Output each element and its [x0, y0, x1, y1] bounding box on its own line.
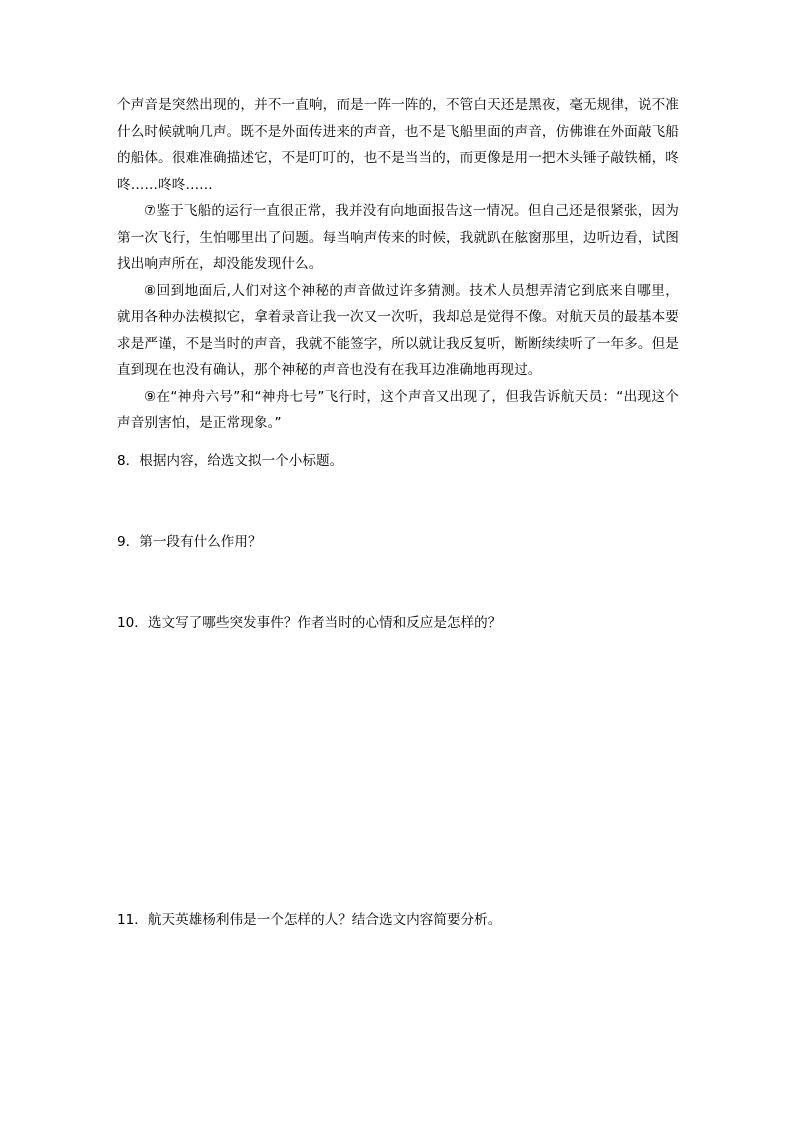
question-10: 10．选文写了哪些突发事件？作者当时的心情和反应是怎样的？ [117, 615, 502, 631]
question-11: 11．航天英雄杨利伟是一个怎样的人？结合选文内容简要分析。 [117, 912, 502, 928]
paragraph-7: ⑦鉴于飞船的运行一直很正常，我并没有向地面报告这一情况。但自己还是很紧张，因为第一次飞行，生怕哪里出了问题。每当响声传来的时候，我就趴在舷窗那里，边听边看，试图找出响声所在，却没能发现什么。 [117, 203, 679, 272]
question-8: 8．根据内容，给选文拟一个小标题。 [117, 453, 344, 469]
paragraph-9: ⑨在“神舟六号”和“神舟七号”飞行时，这个声音又出现了，但我告诉航天员：“出现这个声音别害怕，是正常现象。” [117, 388, 679, 431]
question-9: 9．第一段有什么作用？ [117, 534, 262, 550]
paragraph-6-continued: 个声音是突然出现的，并不一直响，而是一阵一阵的，不管白天还是黑夜，毫无规律，说不准什么时候就响几声。既不是外面传进来的声音，也不是飞船里面的声音，仿佛谁在外面敲飞船的船体。很难准确描述它，不是叮叮的，也不是当当的，而更像是用一把木头锤子敲铁桶，咚咚……咚咚…… [117, 97, 679, 193]
reading-passage [117, 92, 679, 437]
paragraph-8: ⑧回到地面后,人们对这个神秘的声音做过许多猜测。技术人员想弄清它到底来自哪里，就用各种办法模拟它，拿着录音让我一次又一次听，我却总是觉得不像。对航天员的最基本要求是严谨，不是当时的声音，我就不能签字，所以就让我反复听，断断续续听了一年多。但是直到现在也没有确认，那个神秘的声音也没有在我耳边准确地再现过。 [117, 282, 679, 378]
